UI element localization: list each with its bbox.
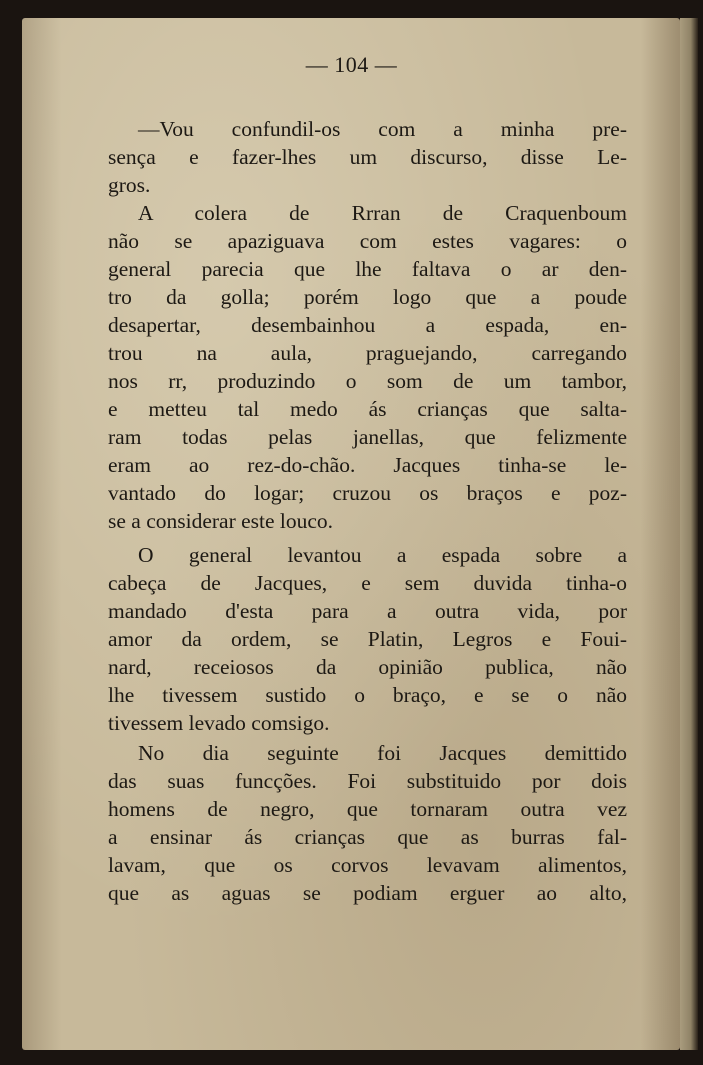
text-line: gros. xyxy=(108,173,151,197)
page-edge xyxy=(680,18,698,1050)
text-line: lhe tivessem sustido o braço, e se o não xyxy=(108,683,627,707)
text-line: A colera de Rrran de Craquenboum xyxy=(138,201,627,225)
text-line: O general levantou a espada sobre a xyxy=(138,543,627,567)
text-line: que as aguas se podiam erguer ao alto, xyxy=(108,881,627,905)
text-line: tivessem levado comsigo. xyxy=(108,711,330,735)
text-line: se a considerar este louco. xyxy=(108,509,334,533)
text-line: lavam, que os corvos levavam alimentos, xyxy=(108,853,627,877)
text-line: vantado do logar; cruzou os braços e poz- xyxy=(108,481,627,505)
text-line: tro da golla; porém logo que a poude xyxy=(108,285,627,309)
text-line: desapertar, desembainhou a espada, en- xyxy=(108,313,627,337)
text-line: não se apaziguava com estes vagares: o xyxy=(108,229,627,253)
text-line: homens de negro, que tornaram outra vez xyxy=(108,797,627,821)
text-line: cabeça de Jacques, e sem duvida tinha-o xyxy=(108,571,627,595)
text-line: das suas funcções. Foi substituido por dois xyxy=(108,769,627,793)
text-line: sença e fazer-lhes um discurso, disse Le- xyxy=(108,145,627,169)
text-line: —Vou confundil-os com a minha pre- xyxy=(138,117,627,141)
text-line: mandado d'esta para a outra vida, por xyxy=(108,599,627,623)
page-number: — 104 — xyxy=(305,52,398,77)
text-line: e metteu tal medo ás crianças que salta- xyxy=(108,397,627,421)
text-line: ram todas pelas janellas, que felizmente xyxy=(108,425,627,449)
text-line: No dia seguinte foi Jacques demittido xyxy=(138,741,627,765)
text-line: trou na aula, praguejando, carregando xyxy=(108,341,627,365)
text-line: amor da ordem, se Platin, Legros e Foui- xyxy=(108,627,627,651)
text-line: general parecia que lhe faltava o ar den- xyxy=(108,257,627,281)
text-line: nard, receiosos da opinião publica, não xyxy=(108,655,627,679)
text-line: eram ao rez-do-chão. Jacques tinha-se le- xyxy=(108,453,627,477)
text-line: a ensinar ás crianças que as burras fal- xyxy=(108,825,627,849)
text-line: nos rr, produzindo o som de um tambor, xyxy=(108,369,627,393)
